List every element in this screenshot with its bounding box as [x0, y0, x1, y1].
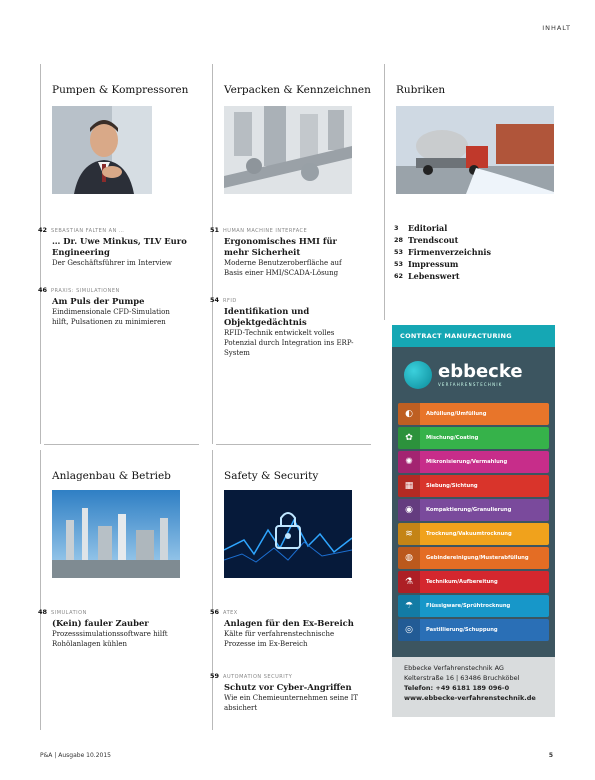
- entry-kicker: RFID: [223, 298, 237, 304]
- globe-icon: [404, 361, 432, 389]
- service-icon: ◍: [398, 547, 420, 569]
- entry-kicker: HUMAN MACHINE INTERFACE: [223, 228, 308, 234]
- ad-banner: CONTRACT MANUFACTURING: [392, 325, 555, 347]
- rubrik-label: Impressum: [408, 259, 459, 269]
- footer-page-number: 5: [548, 752, 553, 759]
- section-title-anlagenbau: Anlagenbau & Betrieb: [52, 470, 171, 482]
- entry-title: … Dr. Uwe Minkus, TLV Euro Engineering: [52, 236, 187, 257]
- page-number: 59: [210, 672, 220, 680]
- rubrik-label: Editorial: [408, 223, 448, 233]
- service-icon: ⚗: [398, 571, 420, 593]
- ebbecke-logo: [392, 347, 555, 403]
- page-number: 53: [394, 260, 404, 268]
- security-lock-photo: [224, 490, 352, 578]
- entry-desc: Kälte für verfahrenstechnische Prozesse im Ex-Bereich: [224, 630, 335, 648]
- rubriken-list: [394, 222, 491, 282]
- entry-title: Anlagen für den Ex-Bereich: [224, 618, 354, 628]
- company-phone: Telefon: +49 6181 189 096-0: [404, 684, 510, 692]
- service-item: [398, 403, 549, 425]
- service-item: [398, 451, 549, 473]
- page-number: 42: [38, 226, 48, 234]
- service-icon: ◎: [398, 619, 420, 641]
- machine-photo: [224, 106, 352, 194]
- service-item: [398, 619, 549, 641]
- service-item: [398, 427, 549, 449]
- entry-kicker: ATEX: [223, 610, 238, 616]
- page-number: 46: [38, 286, 48, 294]
- ad-contact: [392, 657, 555, 717]
- rubrik-item[interactable]: [394, 258, 491, 270]
- column-divider: [40, 450, 41, 730]
- rubrik-label: Firmenverzeichnis: [408, 247, 491, 257]
- service-label: Gebindereinigung/Musterabfüllung: [426, 555, 529, 561]
- service-icon: ✿: [398, 427, 420, 449]
- truck-photo: [396, 106, 554, 194]
- entry-kicker: SIMULATION: [51, 610, 87, 616]
- service-item: [398, 475, 549, 497]
- service-icon: ☂: [398, 595, 420, 617]
- service-item: [398, 595, 549, 617]
- service-label: Flüssigware/Sprühtrocknung: [426, 603, 511, 609]
- entry-desc: Eindimensionale CFD-Simulation hilft, Pulsationen zu minimieren: [52, 308, 170, 326]
- rubrik-item[interactable]: [394, 246, 491, 258]
- entry-title: Ergonomisches HMI für mehr Sicherheit: [224, 236, 337, 257]
- portrait-photo: [52, 106, 152, 194]
- page-number: 28: [394, 236, 404, 244]
- footer-issue: P&A | Ausgabe 10.2015: [40, 752, 111, 759]
- row-divider: [44, 444, 199, 445]
- toc-entry[interactable]: [210, 296, 360, 358]
- service-label: Trocknung/Vakuumtrocknung: [426, 531, 512, 537]
- company-name: Ebbecke Verfahrenstechnik AG: [404, 664, 504, 672]
- entry-desc: Prozesssimulationssoftware hilft Rohölanlagen kühlen: [52, 630, 168, 648]
- refinery-photo: [52, 490, 180, 578]
- service-icon: ◉: [398, 499, 420, 521]
- service-label: Kompaktierung/Granulierung: [426, 507, 512, 513]
- page-number: 48: [38, 608, 48, 616]
- section-title-verpacken: Verpacken & Kennzeichnen: [224, 84, 371, 96]
- rubrik-label: Lebenswert: [408, 271, 460, 281]
- brand-subtitle: VERFAHRENSTECHNIK: [438, 381, 503, 387]
- page-number: 53: [394, 248, 404, 256]
- service-item: [398, 523, 549, 545]
- service-icon: ◐: [398, 403, 420, 425]
- service-item: [398, 547, 549, 569]
- section-title-rubriken: Rubriken: [396, 84, 446, 96]
- toc-entry[interactable]: [210, 226, 360, 278]
- toc-entry[interactable]: [210, 608, 360, 649]
- service-label: Mikronisierung/Vermahlung: [426, 459, 508, 465]
- ebbecke-advertisement[interactable]: [392, 325, 555, 717]
- section-title-pumpen: Pumpen & Kompressoren: [52, 84, 189, 96]
- service-label: Technikum/Aufbereitung: [426, 579, 498, 585]
- service-label: Siebung/Sichtung: [426, 483, 478, 489]
- entry-title: Am Puls der Pumpe: [52, 296, 145, 306]
- entry-desc: Der Geschäftsführer im Interview: [52, 259, 172, 267]
- toc-entry[interactable]: [38, 608, 188, 649]
- service-item: [398, 571, 549, 593]
- brand-name: ebbecke: [438, 360, 523, 382]
- row-divider: [216, 444, 371, 445]
- entry-desc: Moderne Benutzeroberfläche auf Basis einer HMI/SCADA-Lösung: [224, 259, 342, 277]
- service-label: Pastillierung/Schuppung: [426, 627, 498, 633]
- service-label: Abfüllung/Umfüllung: [426, 411, 487, 417]
- rubrik-item[interactable]: [394, 222, 491, 234]
- service-icon: ▦: [398, 475, 420, 497]
- entry-title: Identifikation und Objektgedächtnis: [224, 306, 310, 327]
- page-number: 51: [210, 226, 220, 234]
- service-icon: ≋: [398, 523, 420, 545]
- page-number: 54: [210, 296, 220, 304]
- section-tag: INHALT: [542, 24, 571, 32]
- page-number: 3: [394, 224, 399, 232]
- rubrik-item[interactable]: [394, 234, 491, 246]
- toc-entry[interactable]: [38, 226, 188, 268]
- toc-entry[interactable]: [38, 286, 188, 327]
- rubrik-label: Trendscout: [408, 235, 459, 245]
- entry-kicker: AUTOMATION SECURITY: [223, 674, 293, 680]
- service-list: [392, 403, 555, 641]
- toc-entry[interactable]: [210, 672, 360, 713]
- service-item: [398, 499, 549, 521]
- column-divider: [384, 64, 385, 320]
- entry-desc: Wie ein Chemieunternehmen seine IT absichert: [224, 694, 359, 712]
- entry-title: (Kein) fauler Zauber: [52, 618, 149, 628]
- entry-title: Schutz vor Cyber-Angriffen: [224, 682, 352, 692]
- entry-kicker: PRAXIS: SIMULATIONEN: [51, 288, 120, 294]
- entry-kicker: SEBASTIAN FALTEN AN …: [51, 228, 125, 234]
- page-number: 56: [210, 608, 220, 616]
- company-address: Kelterstraße 16 | 63486 Bruchköbel: [404, 674, 520, 682]
- service-label: Mischung/Coating: [426, 435, 479, 441]
- rubrik-item[interactable]: [394, 270, 491, 282]
- service-icon: ✺: [398, 451, 420, 473]
- entry-desc: RFID-Technik entwickelt volles Potenzial durch Integration ins ERP-System: [224, 329, 354, 357]
- section-title-safety: Safety & Security: [224, 470, 319, 482]
- page-number: 62: [394, 272, 404, 280]
- company-website[interactable]: www.ebbecke-verfahrenstechnik.de: [404, 694, 536, 702]
